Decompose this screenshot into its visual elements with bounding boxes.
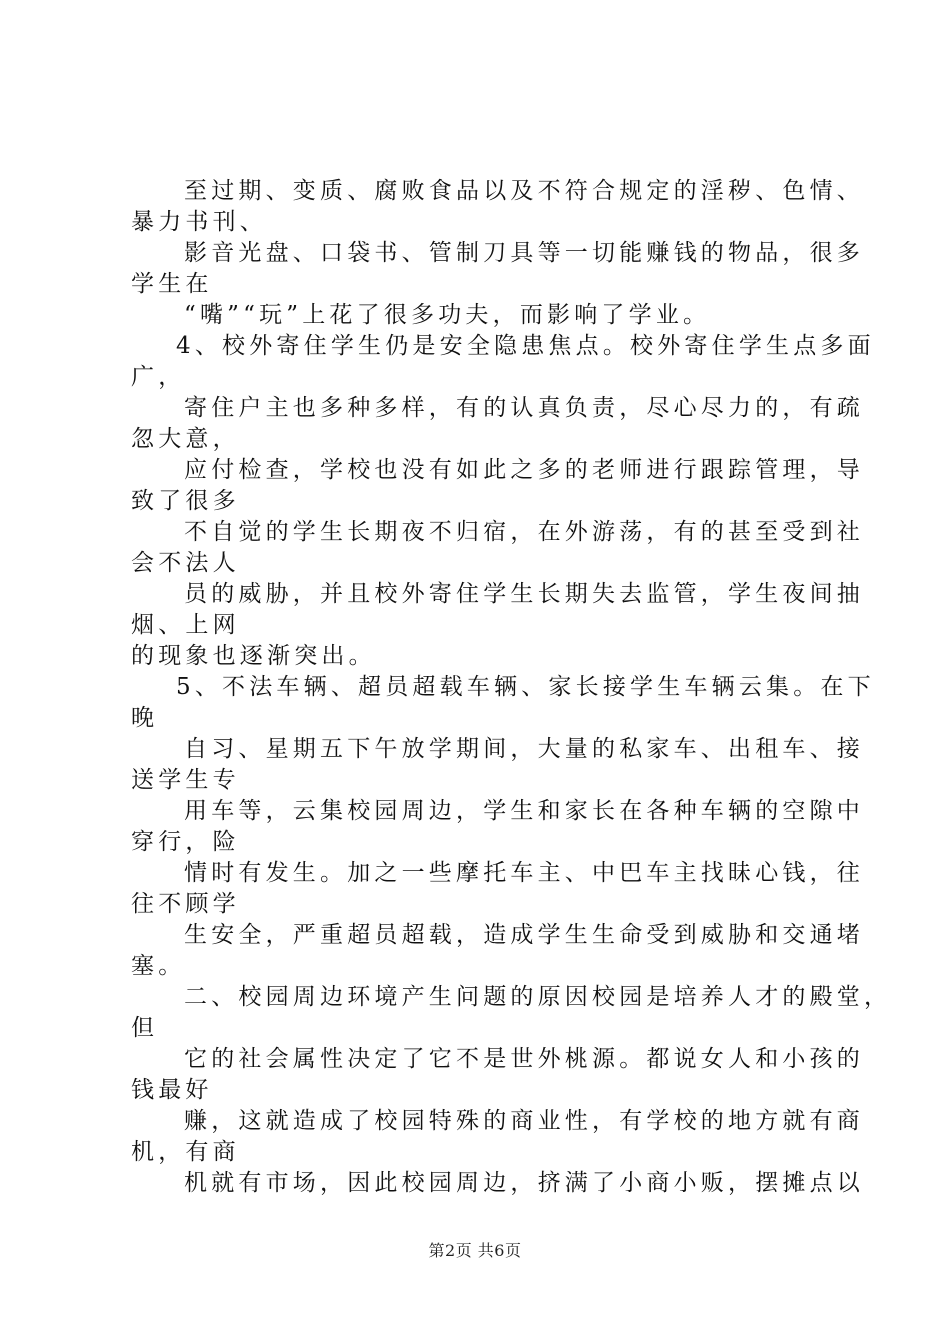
text-line: 会不法人 [131,550,240,576]
text-line: 穿行，险 [131,829,240,855]
text-line: 不自觉的学生长期夜不归宿，在外游荡，有的甚至受到社 [184,519,864,545]
text-line: 它的社会属性决定了它不是世外桃源。都说女人和小孩的 [184,1046,864,1072]
text-line: 情时有发生。加之一些摩托车主、中巴车主找昧心钱，往 [184,860,864,886]
text-line: 学生在 [131,271,213,297]
text-line: 二、校园周边环境产生问题的原因校园是培养人才的殿堂， [184,984,892,1010]
text-line: 忽大意， [131,426,240,452]
text-line: 塞。 [131,953,186,979]
text-line: 晚 [131,705,159,731]
text-line: 暴力书刊、 [131,209,267,235]
text-line: “嘴”“玩”上花了很多功夫，而影响了学业。 [184,302,711,328]
text-line: 4、校外寄住学生仍是安全隐患焦点。校外寄住学生点多面 [176,333,875,359]
text-line: 应付检查，学校也没有如此之多的老师进行跟踪管理，导 [184,457,864,483]
text-line: 员的威胁，并且校外寄住学生长期失去监管，学生夜间抽 [184,581,864,607]
text-line: 5、不法车辆、超员超载车辆、家长接学生车辆云集。在下 [176,674,875,700]
text-line: 送学生专 [131,767,240,793]
text-line: 的现象也逐渐突出。 [131,643,376,669]
text-line: 机，有商 [131,1139,240,1165]
text-line: 赚，这就造成了校园特殊的商业性，有学校的地方就有商 [184,1108,864,1134]
page-number-footer: 第2页 共6页 [428,1241,522,1260]
text-line: 用车等，云集校园周边，学生和家长在各种车辆的空隙中 [184,798,864,824]
text-line: 寄住户主也多种多样，有的认真负责，尽心尽力的，有疏 [184,395,864,421]
text-line: 机就有市场，因此校园周边，挤满了小商小贩，摆摊点以 [184,1170,864,1196]
text-line: 往不顾学 [131,891,240,917]
text-line: 烟、上网 [131,612,240,638]
text-line: 钱最好 [131,1077,213,1103]
text-line: 生安全，严重超员超载，造成学生生命受到威胁和交通堵 [184,922,864,948]
text-line: 但 [131,1015,159,1041]
text-line: 至过期、变质、腐败食品以及不符合规定的淫秽、色情、 [184,178,864,204]
text-line: 致了很多 [131,488,240,514]
text-line: 广， [131,364,186,390]
text-line: 自习、星期五下午放学期间，大量的私家车、出租车、接 [184,736,864,762]
text-line: 影音光盘、口袋书、管制刀具等一切能赚钱的物品，很多 [184,240,864,266]
